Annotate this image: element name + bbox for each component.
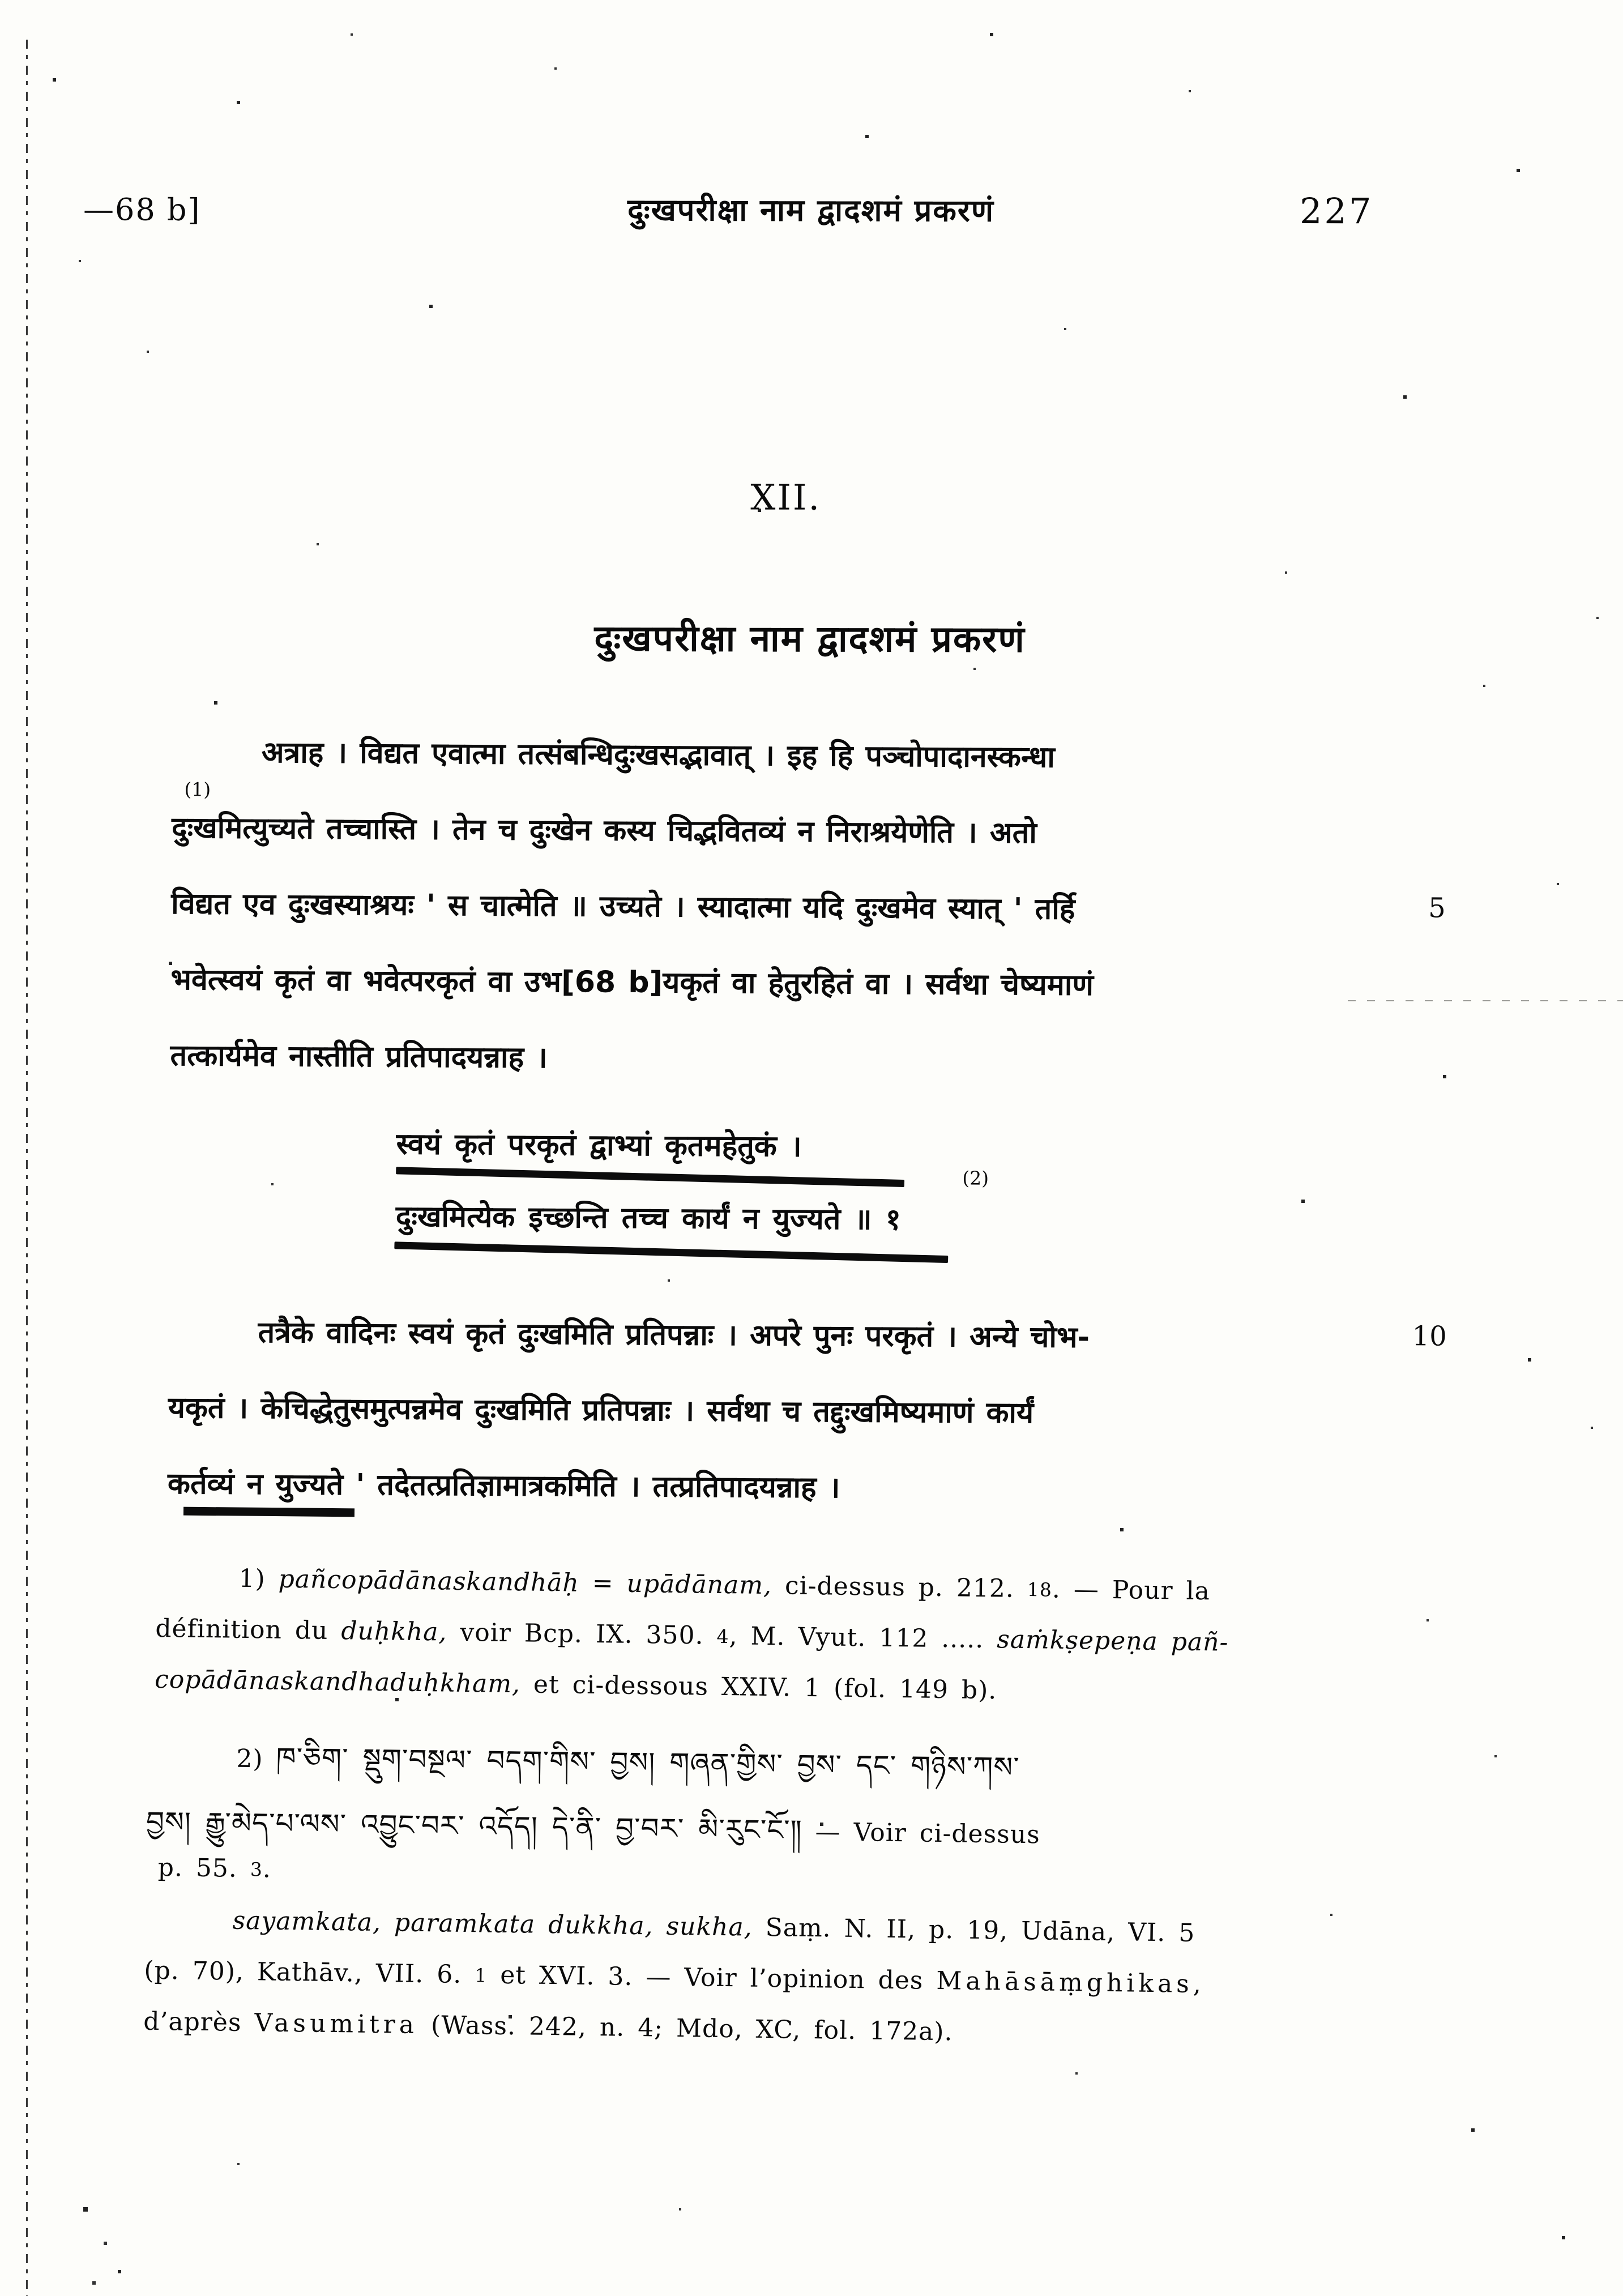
para1-line: दुःखमित्युच्यते तच्चास्ति । तेन च दुःखेन कस्य चिद्भवितव्यं न निराश्रयेणेति । अतो	[171, 810, 1037, 851]
page-number: 227	[1299, 190, 1374, 232]
footnote-line: p. 55. 3.	[157, 1853, 272, 1884]
section-number: XII.	[750, 476, 822, 518]
verse-underline-1	[396, 1167, 904, 1187]
footnote-line-tibetan: བྱས། རྒྱུ་མེད་པ་ལས་ འབྱུང་བར་ འདོད། དེ་ནི་ བྱ་བར་ མི་རུང་ངོ་༎ — Voir ci-dessus	[146, 1805, 1041, 1850]
para1-line: विद्यत एव दुःखस्याश्रयः ' स चात्मेति ॥ उच्यते । स्यादात्मा यदि दुःखमेव स्यात् ' तर्हि	[171, 886, 1075, 927]
folio-mark: —68 b]	[83, 191, 201, 228]
scan-scratch-line	[1348, 1000, 1623, 1001]
margin-line-number-10: 10	[1412, 1320, 1447, 1352]
footnote-line-tibetan: 2) ཁ་ཅིག་ སྡུག་བསྔལ་ བདག་གིས་ བྱས། གཞན་གྱིས་ བྱས་ དང་ གཉིས་ཀས་	[236, 1741, 1020, 1784]
para2-line: यकृतं । केचिद्धेतुसमुत्पन्नमेव दुःखमिति प्रतिपन्नाः । सर्वथा च तद्दुःखमिष्यमाणं कार्यं	[168, 1390, 1034, 1431]
para2-line: कर्तव्यं न युज्यते ' तदेतत्प्रतिज्ञामात्रकमिति । तत्प्रतिपादयन्नाह ।	[167, 1466, 840, 1505]
page-header	[0, 0, 1623, 232]
running-head: दुःखपरीक्षा नाम द्वादशमं प्रकरणं	[627, 191, 995, 229]
binding-edge-line	[26, 40, 28, 2296]
footnote-line: (p. 70), Kathāv., VII. 6. 1 et XVI. 3. — Voir l’opinion des Mahāsāṃghikas,	[144, 1956, 1202, 1999]
footnote-ref-2: (2)	[962, 1167, 989, 1189]
footnote-line: 1) pañcopādānaskandhāḥ = upādānam, ci-dessus p. 212. 18. — Pour la	[238, 1564, 1211, 1606]
para2-line: तत्रैके वादिनः स्वयं कृतं दुःखमिति प्रतिपन्नाः । अपरे पुनः परकृतं । अन्ये चोभ-	[258, 1315, 1090, 1355]
footnote-ref-1: (1)	[184, 778, 211, 801]
footnote-line: copādānaskandhaduḥkham, et ci-dessous XXIV. 1 (fol. 149 b).	[154, 1665, 997, 1705]
verse-underline-2	[394, 1241, 948, 1263]
footnote-line: d’après Vasumitra (Wass. 242, n. 4; Mdo, XC, fol. 172a).	[143, 2007, 953, 2047]
chapter-title: दुःखपरीक्षा नाम द्वादशमं प्रकरणं	[594, 617, 1026, 661]
verse-line-2: दुःखमित्येक इच्छन्ति तच्च कार्यं न युज्यते ॥ १	[395, 1200, 902, 1237]
verse-line-1: स्वयं कृतं परकृतं द्वाभ्यां कृतमहेतुकं ।	[396, 1127, 802, 1164]
para1-line: भवेत्स्वयं कृतं वा भवेत्परकृतं वा उभ[68 b]यकृतं वा हेतुरहितं वा । सर्वथा चेष्यमाणं	[170, 962, 1094, 1002]
para1-line: तत्कार्यमेव नास्तीति प्रतिपादयन्नाह ।	[170, 1038, 548, 1075]
footnote-line: définition du duḥkha, voir Bcp. IX. 350. 4, M. Vyut. 112 ..... saṁkṣepeṇa pañ-	[155, 1614, 1229, 1657]
scan-noise-speckles	[0, 0, 1, 1]
footnote-separator-rule	[183, 1507, 355, 1517]
para1-line: अत्राह । विद्यत एवात्मा तत्संबन्धिदुःखसद्भावात् । इह हि पञ्चोपादानस्कन्धा	[261, 735, 1055, 775]
margin-line-number-5: 5	[1428, 892, 1446, 924]
footnote-line: sayamkata, paramkata dukkha, sukha, Saṃ. N. II, p. 19, Udāna, VI. 5	[232, 1906, 1195, 1948]
